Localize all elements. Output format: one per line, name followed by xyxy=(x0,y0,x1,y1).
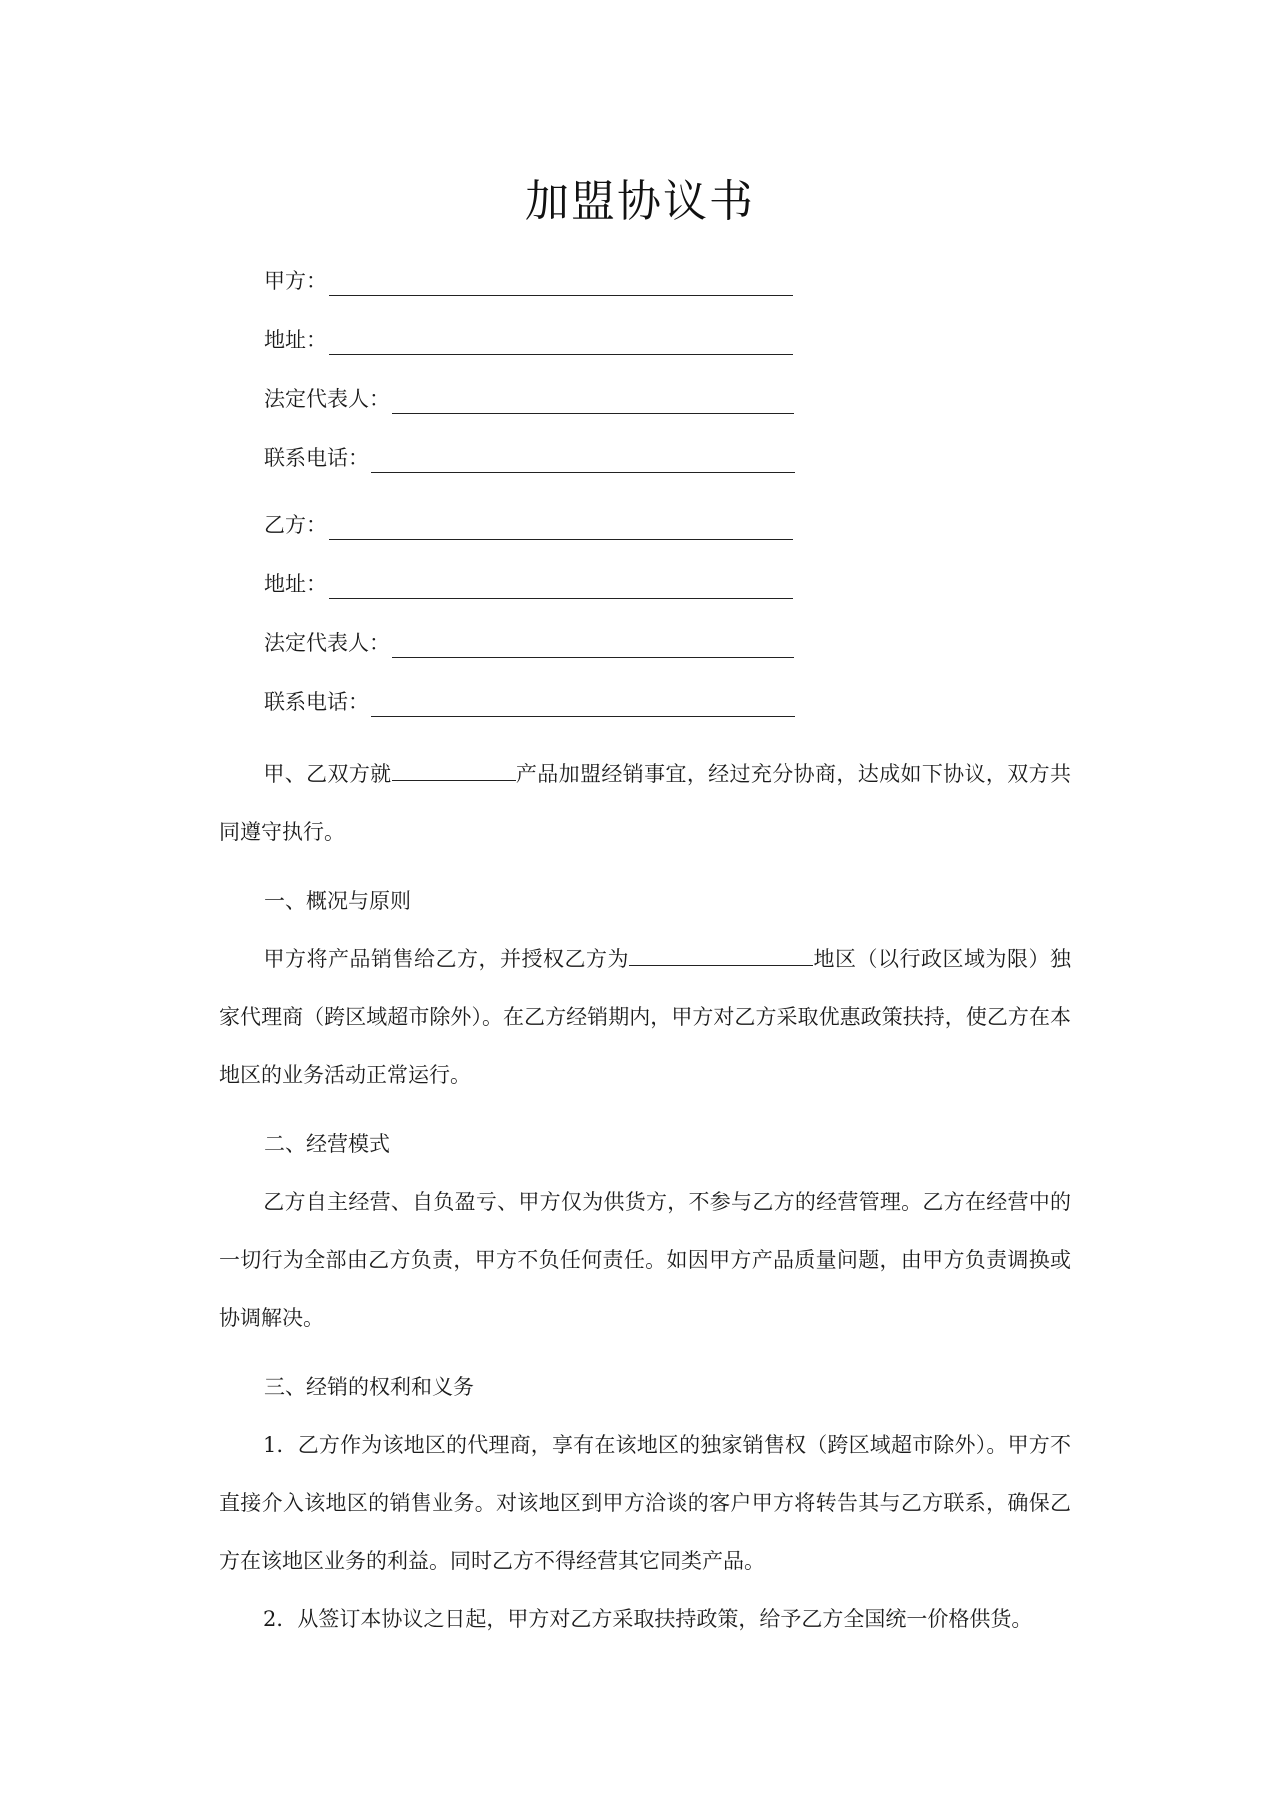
party-b-name-blank[interactable] xyxy=(329,515,793,540)
section-1-text-start: 甲方将产品销售给乙方，并授权乙方为 xyxy=(263,947,629,971)
party-a-address-blank[interactable] xyxy=(329,330,793,355)
section-3-item-1 xyxy=(219,1416,1071,1590)
party-a-name-label: 甲方： xyxy=(264,269,327,293)
section-3-item-1-text: 1．乙方作为该地区的代理商，享有在该地区的独家销售权（跨区域超市除外）。甲方不直接介入该地区的销售业务。对该地区到甲方洽谈的客户甲方将转告其与乙方联系，确保乙方在该地区业务的利益。同时乙方不得经营其它同类产品。 xyxy=(219,1433,1071,1573)
section-3-item-2-text: 2．从签订本协议之日起，甲方对乙方采取扶持政策，给予乙方全国统一价格供货。 xyxy=(263,1607,1033,1631)
party-a-address-field[interactable] xyxy=(264,325,793,355)
section-3-heading: 三、经销的权利和义务 xyxy=(264,1375,474,1399)
party-b-address-field[interactable] xyxy=(264,569,793,599)
section-2-heading: 二、经营模式 xyxy=(264,1132,390,1156)
document-title: 加盟协议书 xyxy=(525,176,755,227)
party-a-rep-blank[interactable] xyxy=(392,389,794,414)
party-b-address-label: 地址： xyxy=(264,572,327,596)
intro-text-end: 产品加盟经销事宜，经过充分协商，达成如下协议，双方共同遵守执行。 xyxy=(219,762,1071,844)
section-1-heading: 一、概况与原则 xyxy=(264,889,411,913)
section-1-paragraph xyxy=(219,930,1071,1104)
party-a-rep-field[interactable] xyxy=(264,384,794,414)
party-a-address-label: 地址： xyxy=(264,328,327,352)
party-a-phone-blank[interactable] xyxy=(371,448,795,473)
party-b-phone-field[interactable] xyxy=(264,687,795,717)
party-a-phone-field[interactable] xyxy=(264,443,795,473)
party-b-name-field[interactable] xyxy=(264,510,793,540)
intro-paragraph xyxy=(219,745,1071,861)
section-2-body: 乙方自主经营、自负盈亏、甲方仅为供货方，不参与乙方的经营管理。乙方在经营中的一切行为全部由乙方负责，甲方不负任何责任。如因甲方产品质量问题，由甲方负责调换或协调解决。 xyxy=(219,1190,1071,1330)
party-b-address-blank[interactable] xyxy=(329,574,793,599)
party-b-phone-blank[interactable] xyxy=(371,692,795,717)
product-name-blank[interactable] xyxy=(392,758,516,781)
region-blank[interactable] xyxy=(629,943,813,966)
party-a-rep-label: 法定代表人： xyxy=(264,387,390,411)
party-b-rep-blank[interactable] xyxy=(392,633,794,658)
party-a-name-field[interactable] xyxy=(264,266,793,296)
party-b-phone-label: 联系电话： xyxy=(264,690,369,714)
party-b-name-label: 乙方： xyxy=(264,513,327,537)
section-3-item-2 xyxy=(219,1590,1071,1648)
section-1-text-end: 地区（以行政区域为限）独家代理商（跨区域超市除外）。在乙方经销期内，甲方对乙方采取优惠政策扶持，使乙方在本地区的业务活动正常运行。 xyxy=(219,947,1071,1087)
intro-text-start: 甲、乙双方就 xyxy=(263,762,392,786)
party-b-rep-field[interactable] xyxy=(264,628,794,658)
party-b-rep-label: 法定代表人： xyxy=(264,631,390,655)
section-2-paragraph xyxy=(219,1173,1071,1347)
party-a-name-blank[interactable] xyxy=(329,271,793,296)
party-a-phone-label: 联系电话： xyxy=(264,446,369,470)
